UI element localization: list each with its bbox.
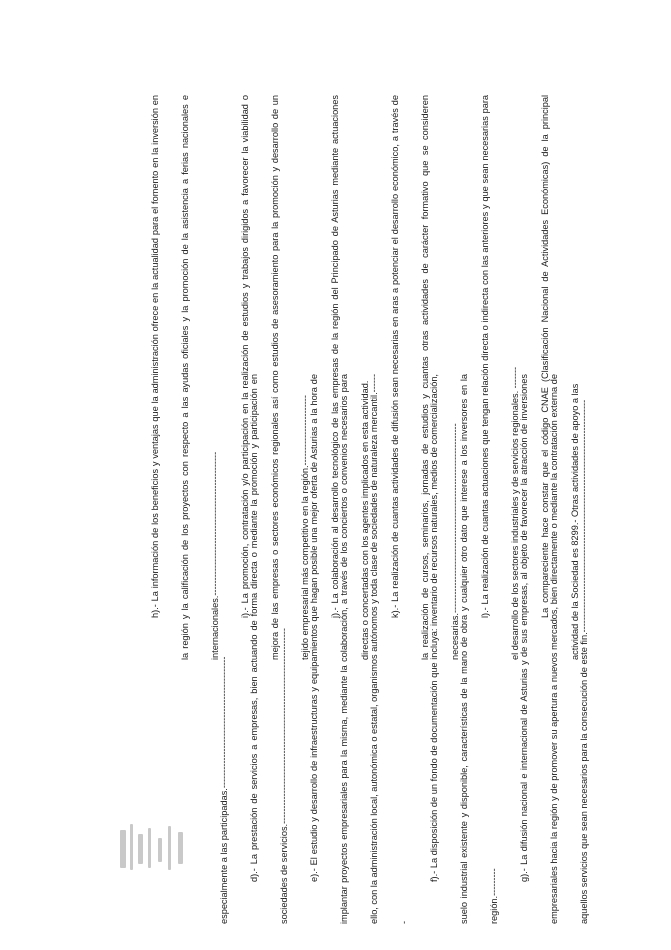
paragraph-l: l).- La realización de cuantas actuaciones que tengan relación directa o indirecta con las anteriores y que sean necesarias para el desarrollo de los sectores industriales y de servicios regionales. ------- [480, 95, 520, 660]
right-text-column [140, 95, 590, 660]
stamp-mark-icon [118, 820, 193, 880]
paragraph-d: d).- La prestación de servicios a empresas, bien actuando de forma directa o mediante la promoción y participación en sociedades de servicios.---------------------------------------------------------------- [249, 374, 289, 924]
paragraph-f: f).- La disposición de un fondo de documentación que incluya: inventario de recursos naturales, medios de comercialización, suelo industrial existente y disponible, características de la mano de obra y cualquier otro dato que interese a los inversores en la región.--------- [429, 374, 499, 924]
paragraph-k: k).- La realización de cuantas actividades de difusión sean necesarias en aras a potenciar el desarrollo económico, a través de la realización de cursos, seminarios, jornadas de estudios y cuantas otras actividades de carácter formativo que se consideren necesarias.-------------------------------------------------------------- [390, 95, 460, 660]
paragraph-g: g).- La difusión nacional e internacional de Asturias y de sus empresas, al objeto de favorecer la atracción de inversiones empresariales hacia la región y de promover su apertura a nuevos mercados, bien directamente o mediante la contratación externa de aquellos servicios que sean necesarios para la consecución de este fin.---------------------------------------------------------------------------- [519, 374, 589, 924]
paragraph-i: i).- La promoción, contratación y/o participación en la realización de estudios y trabajos dirigidos a favorecer la viabilidad o mejora de las empresas o sectores económicos regionales así como estudios de asesoramiento para la promoción y desarrollo de un tejido empresarial más competitivo en la región.----------------------- [240, 95, 310, 660]
paragraph-c-end: especialmente a las participadas.------------------------------------------- [219, 656, 229, 924]
paragraph-e: e).- El estudio y desarrollo de infraestructuras y equipamientos que hagan posible una mejor oferta de Asturias a la hora de implantar proyectos empresariales para la misma, mediante la colaboración, a través de los conciertos o convenios necesarios para ello, con la administración local, autonómica o estatal, organismos autónomos y toda clase de sociedades de naturaleza mercantil.------- [309, 374, 409, 924]
paragraph-j: j).- La colaboración al desarrollo tecnológico de las empresas de la región del Principado de Asturias mediante actuaciones directas o concertadas con los agentes implicados en esta actividad. [330, 95, 370, 660]
paragraph-cnae: La compareciente hace constar que el código CNAE (Clasificación Nacional de Actividades Económicas) de la principal actividad de la Sociedad es 8299.- Otras actividades de apoyo a las [540, 95, 580, 660]
paragraph-h: h).- La información de los beneficios y ventajas que la administración ofrece en la actualidad para el fomento en la inversión en la región y la calificación de los proyectos con respecto a las ayudas oficiales y la promoción de la asistencia a ferias nacionales e internacionales.----------------------------------------------- [150, 95, 220, 660]
